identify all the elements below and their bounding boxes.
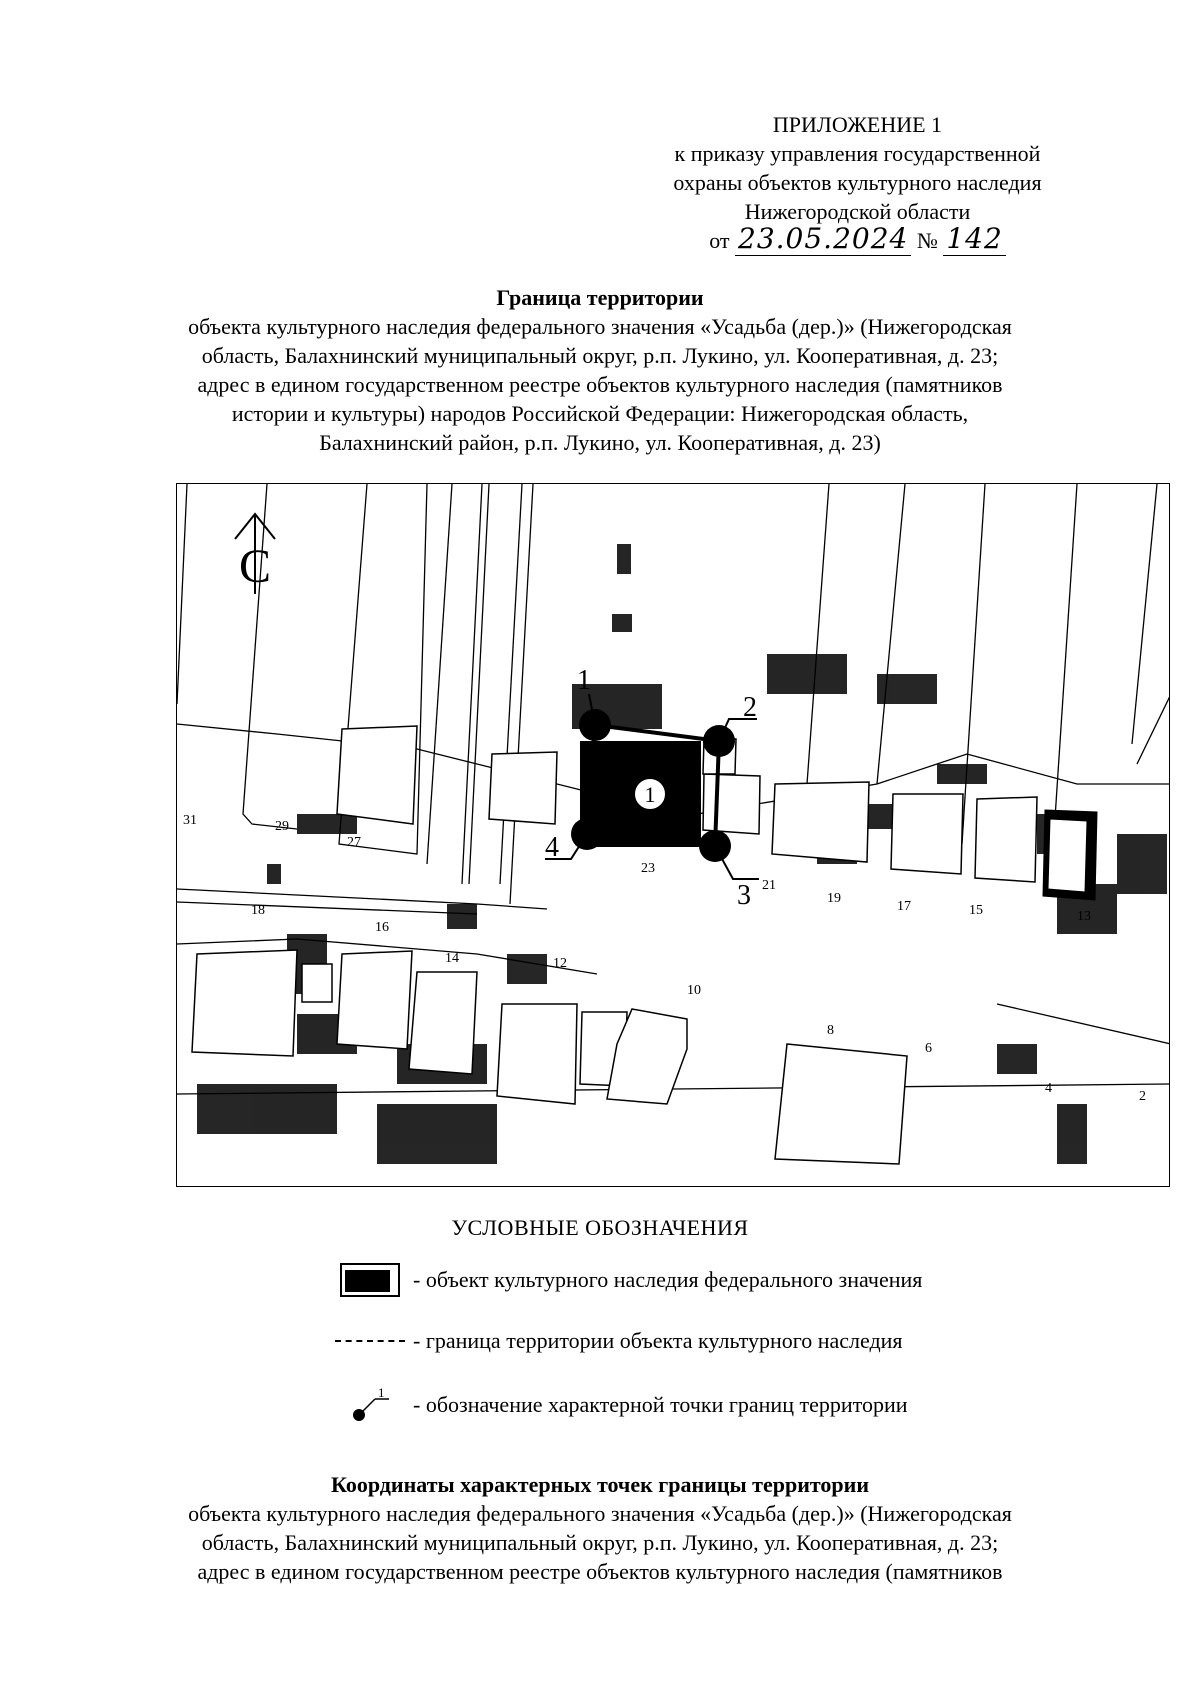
building: [703, 774, 760, 834]
boundary-line: Балахнинский район, р.п. Лукино, ул. Кооперативная, д. 23): [319, 430, 881, 455]
house-number: 12: [553, 956, 567, 971]
coordinates-line: адрес в едином государственном реестре объектов культурного наследия (памятников: [197, 1559, 1003, 1584]
building: [192, 950, 297, 1056]
object-label: 1: [644, 782, 656, 807]
legend-point-label: 1: [378, 1385, 385, 1400]
house-number: 21: [762, 878, 776, 893]
house-number: 10: [687, 983, 701, 998]
building: [337, 951, 412, 1049]
building: [497, 1004, 577, 1104]
legend-object-text: - объект культурного наследия федерального значения: [413, 1267, 923, 1292]
appendix-header: [640, 110, 1075, 255]
legend-boundary-text: - граница территории объекта культурного наследия: [413, 1328, 903, 1353]
boundary-line: истории и культуры) народов Российской Федерации: Нижегородская область,: [231, 401, 969, 426]
date-prefix: от: [709, 228, 730, 253]
boundary-heading: Граница территории: [496, 285, 704, 310]
order-line-3: Нижегородской области: [744, 199, 971, 224]
building: [489, 752, 557, 824]
legend-point-symbol: [335, 1385, 405, 1425]
point-label: 1: [577, 665, 591, 696]
house-number: 17: [897, 899, 911, 914]
legend-item-point: [335, 1385, 907, 1425]
house-number: 14: [445, 951, 459, 966]
house-number: 2: [1139, 1089, 1146, 1104]
building: [409, 972, 477, 1074]
house-number: 8: [827, 1023, 834, 1038]
number-prefix: №: [916, 228, 938, 253]
legend-boundary-symbol: [335, 1340, 405, 1342]
point-label: 3: [737, 880, 751, 911]
house-number: 16: [375, 920, 389, 935]
building: [337, 726, 417, 824]
order-date: 23.05.2024: [735, 222, 911, 256]
boundary-line: объекта культурного наследия федерального значения «Усадьба (дер.)» (Нижегородская: [188, 314, 1012, 339]
point-label: 4: [545, 832, 559, 863]
building: [775, 1044, 907, 1164]
house-number: 13: [1077, 909, 1091, 924]
boundary-title: [150, 283, 1050, 457]
building: [302, 964, 332, 1002]
boundary-line: область, Балахнинский муниципальный округ, р.п. Лукино, ул. Кооперативная, д. 23;: [201, 343, 999, 368]
house-number: 23: [641, 861, 655, 876]
house-number: 18: [251, 903, 265, 918]
house-number: 15: [969, 903, 983, 918]
legend-item-object: [335, 1263, 922, 1297]
building: [891, 794, 963, 874]
house-number: 29: [275, 819, 289, 834]
house-number: 27: [347, 835, 361, 850]
building: [1048, 819, 1087, 892]
north-arrow: [235, 514, 275, 594]
legend-object-symbol: [335, 1263, 405, 1297]
north-symbol: С: [238, 540, 272, 593]
house-number: 4: [1045, 1081, 1052, 1096]
legend-item-boundary: [335, 1328, 903, 1354]
order-line-2: охраны объектов культурного наследия: [673, 170, 1042, 195]
order-date-row: [640, 222, 1075, 255]
coordinates-line: область, Балахнинский муниципальный округ, р.п. Лукино, ул. Кооперативная, д. 23;: [201, 1530, 999, 1555]
house-number: 19: [827, 891, 841, 906]
house-number: 6: [925, 1041, 932, 1056]
order-line-1: к приказу управления государственной: [674, 141, 1041, 166]
coordinates-line: объекта культурного наследия федерального значения «Усадьба (дер.)» (Нижегородская: [188, 1501, 1012, 1526]
legend-title: УСЛОВНЫЕ ОБОЗНАЧЕНИЯ: [451, 1215, 749, 1240]
coordinates-heading: Координаты характерных точек границы территории: [330, 1472, 870, 1497]
boundary-line: адрес в едином государственном реестре объектов культурного наследия (памятников: [197, 372, 1003, 397]
building: [975, 797, 1037, 882]
order-number: 142: [943, 222, 1005, 256]
map-drawing: [177, 484, 1170, 1187]
appendix-label: ПРИЛОЖЕНИЕ 1: [772, 112, 943, 137]
legend-point-text: - обозначение характерной точки границ территории: [413, 1392, 908, 1417]
house-number: 31: [183, 813, 197, 828]
point-label: 2: [743, 692, 757, 723]
boundary-map: [176, 483, 1170, 1187]
building: [772, 782, 869, 862]
coordinates-title: [150, 1470, 1050, 1586]
